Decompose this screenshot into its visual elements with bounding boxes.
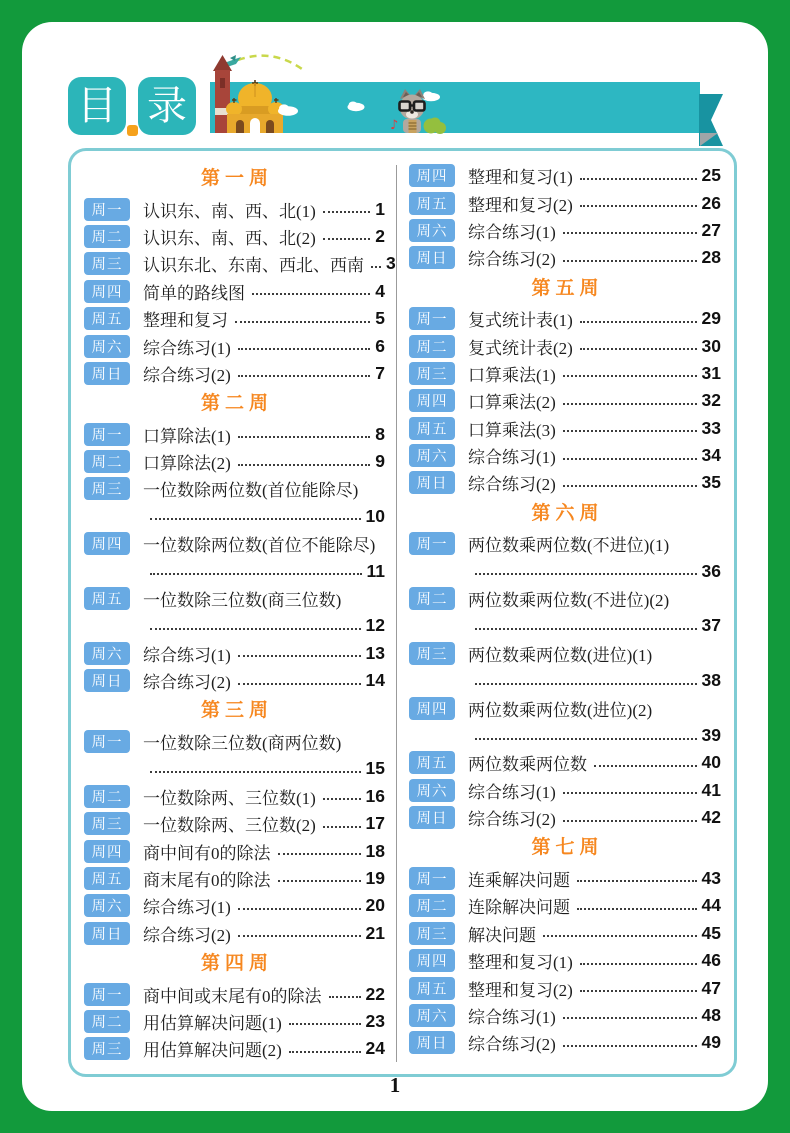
toc-entry-row-continuation [409, 557, 721, 584]
entry-title: 两位数乘两位数(不进位)(2) [468, 591, 670, 611]
weekday-badge: 周一 [84, 423, 130, 446]
toc-entry-row [409, 217, 721, 244]
dot-leader [563, 1017, 697, 1019]
dot-leader [563, 458, 697, 460]
toc-entry-row [84, 892, 385, 919]
entry-page-number: 12 [365, 615, 385, 636]
entry-title: 解决问题 [468, 925, 536, 945]
entry-page-number: 3 [386, 253, 396, 274]
toc-entry-row [84, 332, 385, 359]
entry-page-number: 8 [375, 423, 385, 444]
weekday-badge: 周一 [409, 307, 455, 330]
weekday-badge: 周四 [84, 840, 130, 863]
weekday-badge: 周一 [84, 983, 130, 1006]
week-heading: 第七周 [531, 837, 604, 859]
toc-entry-row [409, 947, 721, 974]
dot-leader [543, 935, 697, 937]
entry-title: 一位数除两位数(首位能除尽) [143, 481, 359, 501]
entry-title: 综合练习(1) [468, 1007, 556, 1027]
dot-leader [238, 348, 370, 350]
toc-entry-row [409, 974, 721, 1001]
dot-leader [563, 792, 697, 794]
weekday-badge: 周四 [84, 532, 130, 555]
entry-page-number: 11 [366, 560, 385, 581]
dot-leader [278, 880, 361, 882]
entry-title: 综合练习(2) [143, 365, 231, 385]
entry-page-number: 21 [365, 922, 385, 943]
entry-page-number: 42 [701, 807, 721, 828]
weekday-badge: 周五 [409, 977, 455, 1000]
entry-page-number: 17 [365, 813, 385, 834]
toc-entry-row [84, 865, 385, 892]
toc-entry-row [84, 448, 385, 475]
entry-page-number: 35 [701, 472, 721, 493]
dot-leader [238, 683, 361, 685]
entry-title: 口算乘法(2) [468, 393, 556, 413]
weekday-badge: 周二 [84, 450, 130, 473]
entry-title: 复式统计表(2) [468, 338, 573, 358]
logo-dot [127, 125, 138, 136]
weekday-badge: 周六 [84, 642, 130, 665]
toc-entry-row [84, 585, 385, 612]
entry-title: 整理和复习 [143, 311, 228, 331]
dot-leader [150, 628, 361, 630]
weekday-badge: 周二 [84, 1010, 130, 1033]
dot-leader [563, 485, 697, 487]
toc-entry-row [409, 469, 721, 496]
entry-title: 两位数乘两位数(进位)(1) [468, 645, 653, 665]
entry-page-number: 36 [701, 560, 721, 581]
entry-page-number: 37 [701, 615, 721, 636]
week-heading: 第五周 [531, 277, 604, 299]
weekday-badge: 周日 [84, 922, 130, 945]
weekday-badge: 周四 [84, 280, 130, 303]
weekday-badge: 周六 [409, 219, 455, 242]
entry-page-number: 22 [365, 983, 385, 1004]
entry-page-number: 2 [375, 225, 385, 246]
weekday-badge: 周四 [409, 697, 455, 720]
dot-leader [580, 348, 697, 350]
entry-title: 认识东、南、西、北(1) [143, 201, 316, 221]
weekday-badge: 周六 [409, 444, 455, 467]
entry-title: 一位数除三位数(商三位数) [143, 591, 342, 611]
dot-leader [238, 655, 361, 657]
dot-leader [577, 908, 697, 910]
entry-title: 综合练习(2) [468, 1035, 556, 1055]
toc-entry-row-continuation [409, 667, 721, 694]
weekday-badge: 周四 [409, 164, 455, 187]
toc-entry-row [409, 920, 721, 947]
entry-title: 综合练习(2) [143, 925, 231, 945]
weekday-badge: 周一 [84, 198, 130, 221]
entry-title: 两位数乘两位数(不进位)(1) [468, 536, 670, 556]
dot-leader [580, 963, 697, 965]
entry-title: 口算乘法(3) [468, 420, 556, 440]
entry-page-number: 28 [701, 247, 721, 268]
dot-leader [577, 880, 697, 882]
entry-page-number: 33 [701, 417, 721, 438]
weekday-badge: 周三 [84, 252, 130, 275]
toc-entry-row [84, 810, 385, 837]
entry-page-number: 40 [701, 752, 721, 773]
entry-page-number: 49 [701, 1032, 721, 1053]
entry-title: 商中间或末尾有0的除法 [143, 986, 322, 1006]
toc-entry-row [409, 694, 721, 721]
logo-char-lu: 录 [138, 77, 196, 135]
entry-page-number: 32 [701, 390, 721, 411]
entry-title: 复式统计表(1) [468, 311, 573, 331]
week-heading: 第四周 [200, 952, 273, 974]
entry-title: 一位数除两、三位数(2) [143, 816, 316, 836]
toc-entry-row [84, 530, 385, 557]
toc-entry-row [84, 837, 385, 864]
weekday-badge: 周五 [84, 867, 130, 890]
entry-title: 整理和复习(2) [468, 195, 573, 215]
dot-leader [563, 403, 697, 405]
toc-entry-row [84, 360, 385, 387]
page-number: 1 [389, 1073, 401, 1097]
entry-page-number: 29 [701, 308, 721, 329]
toc-entry-row [409, 305, 721, 332]
toc-entry-row [409, 640, 721, 667]
svg-text:♪: ♪ [390, 118, 399, 133]
toc-entry-row [409, 804, 721, 831]
entry-page-number: 45 [701, 922, 721, 943]
entry-title: 用估算解决问题(1) [143, 1013, 282, 1033]
dot-leader [329, 996, 361, 998]
dot-leader [594, 765, 697, 767]
toc-entry-row [409, 162, 721, 189]
dot-leader [580, 178, 697, 180]
dot-leader [323, 826, 361, 828]
dot-leader [580, 205, 697, 207]
entry-title: 一位数除两、三位数(1) [143, 788, 316, 808]
weekday-badge: 周三 [409, 362, 455, 385]
weekday-badge: 周日 [409, 806, 455, 829]
entry-page-number: 27 [701, 219, 721, 240]
entry-page-number: 15 [365, 758, 385, 779]
entry-title: 综合练习(1) [143, 898, 231, 918]
entry-title: 综合练习(1) [143, 645, 231, 665]
toc-entry-row [84, 475, 385, 502]
column-divider [396, 165, 397, 1062]
entry-page-number: 48 [701, 1004, 721, 1025]
week-heading: 第三周 [200, 700, 273, 722]
entry-page-number: 20 [365, 895, 385, 916]
toc-entry-row [409, 865, 721, 892]
toc-entry-row-continuation [409, 612, 721, 639]
dot-leader [475, 738, 697, 740]
toc-entry-row [84, 1008, 385, 1035]
weekday-badge: 周四 [409, 389, 455, 412]
entry-title: 一位数除两位数(首位不能除尽) [143, 536, 376, 556]
weekday-badge: 周五 [84, 587, 130, 610]
weekday-badge: 周三 [409, 922, 455, 945]
toc-entry-row [84, 195, 385, 222]
dot-leader [563, 430, 697, 432]
entry-title: 综合练习(2) [468, 475, 556, 495]
entry-page-number: 19 [365, 867, 385, 888]
dot-leader [475, 628, 697, 630]
dot-leader [252, 293, 370, 295]
dot-leader [371, 266, 381, 268]
weekday-badge: 周日 [409, 246, 455, 269]
entry-title: 一位数除三位数(商两位数) [143, 734, 342, 753]
entry-title: 两位数乘两位数 [468, 755, 587, 775]
weekday-badge: 周二 [409, 894, 455, 917]
entry-page-number: 31 [701, 362, 721, 383]
weekday-badge: 周三 [84, 812, 130, 835]
entry-title: 整理和复习(2) [468, 980, 573, 1000]
weekday-badge: 周一 [409, 867, 455, 890]
entry-title: 简单的路线图 [143, 283, 245, 303]
toc-entry-row-continuation [84, 755, 385, 782]
plane-icon [224, 55, 302, 69]
weekday-badge: 周三 [84, 477, 130, 500]
dot-leader [475, 573, 697, 575]
toc-entry-row [84, 421, 385, 448]
dot-leader [150, 573, 362, 575]
toc-entry-row-continuation [84, 557, 385, 584]
dot-leader [235, 321, 370, 323]
entry-page-number: 6 [375, 335, 385, 356]
weekday-badge: 周日 [84, 669, 130, 692]
dot-leader [238, 375, 370, 377]
entry-page-number: 34 [701, 445, 721, 466]
toc-entry-row [409, 530, 721, 557]
ribbon-tail [699, 94, 723, 146]
entry-title: 综合练习(2) [468, 250, 556, 270]
entry-page-number: 14 [365, 670, 385, 691]
entry-page-number: 1 [375, 198, 385, 219]
dot-leader [238, 935, 361, 937]
entry-title: 综合练习(1) [468, 222, 556, 242]
dot-leader [323, 238, 370, 240]
dot-leader [580, 321, 697, 323]
weekday-badge: 周五 [409, 192, 455, 215]
toc-column-left [71, 151, 396, 1074]
entry-page-number: 13 [365, 642, 385, 663]
dot-leader [563, 1045, 697, 1047]
dot-leader [323, 211, 370, 213]
toc-entry-row [409, 360, 721, 387]
entry-page-number: 39 [701, 725, 721, 745]
entry-title: 认识东北、东南、西北、西南 [143, 256, 364, 276]
dot-leader [563, 375, 697, 377]
toc-panel-inner [71, 151, 734, 1074]
entry-title: 综合练习(1) [468, 782, 556, 802]
toc-entry-row [409, 387, 721, 414]
weekday-badge: 周四 [409, 949, 455, 972]
entry-title: 连除解决问题 [468, 898, 570, 918]
weekday-badge: 周三 [84, 1037, 130, 1060]
weekday-badge: 周六 [409, 779, 455, 802]
weekday-badge: 周五 [409, 751, 455, 774]
entry-page-number: 18 [365, 840, 385, 861]
toc-column-right [396, 151, 734, 1074]
entry-page-number: 5 [375, 308, 385, 329]
entry-title: 整理和复习(1) [468, 953, 573, 973]
weekday-badge: 周二 [409, 335, 455, 358]
entry-page-number: 9 [375, 451, 385, 472]
page [22, 22, 768, 1111]
weekday-badge: 周日 [409, 1031, 455, 1054]
entry-title: 商末尾有0的除法 [143, 870, 271, 890]
entry-title: 认识东、南、西、北(2) [143, 228, 316, 248]
toc-entry-row-continuation [409, 722, 721, 749]
dot-leader [580, 990, 697, 992]
week-heading: 第二周 [200, 393, 273, 415]
toc-entry-row [409, 415, 721, 442]
entry-page-number: 25 [701, 165, 721, 186]
dot-leader [150, 518, 361, 520]
dot-leader [289, 1051, 361, 1053]
toc-entry-row-continuation [84, 503, 385, 530]
toc-entry-row [84, 1035, 385, 1062]
toc-entry-row [84, 223, 385, 250]
weekday-badge: 周日 [409, 471, 455, 494]
week-heading: 第一周 [200, 168, 273, 189]
weekday-badge: 周六 [409, 1004, 455, 1027]
dot-leader [563, 232, 697, 234]
entry-page-number: 43 [701, 867, 721, 888]
logo-char-mu: 目 [68, 77, 126, 135]
entry-page-number: 44 [701, 895, 721, 916]
toc-entry-row [84, 640, 385, 667]
entry-page-number: 26 [701, 192, 721, 213]
toc-entry-row [409, 585, 721, 612]
weekday-badge: 周六 [84, 894, 130, 917]
entry-title: 商中间有0的除法 [143, 843, 271, 863]
toc-entry-row-continuation [84, 612, 385, 639]
toc-entry-row [409, 892, 721, 919]
entry-title: 综合练习(2) [143, 673, 231, 693]
week-heading: 第六周 [531, 502, 604, 524]
dot-leader [238, 436, 370, 438]
entry-page-number: 24 [365, 1038, 385, 1059]
toc-entry-row [409, 1002, 721, 1029]
toc-entry-row [409, 244, 721, 271]
entry-title: 综合练习(2) [468, 810, 556, 830]
entry-page-number: 41 [701, 779, 721, 800]
entry-title: 综合练习(1) [468, 448, 556, 468]
entry-title: 两位数乘两位数(进位)(2) [468, 700, 653, 720]
dot-leader [563, 820, 697, 822]
dot-leader [323, 798, 361, 800]
dot-leader [278, 853, 361, 855]
dot-leader [150, 771, 361, 773]
entry-title: 综合练习(1) [143, 338, 231, 358]
dot-leader [238, 464, 370, 466]
dot-leader [289, 1023, 361, 1025]
weekday-badge: 周六 [84, 335, 130, 358]
weekday-badge: 周日 [84, 362, 130, 385]
toc-entry-row [409, 442, 721, 469]
toc-entry-row [84, 728, 385, 755]
entry-page-number: 30 [701, 335, 721, 356]
entry-title: 整理和复习(1) [468, 168, 573, 188]
toc-entry-row [409, 189, 721, 216]
toc-entry-row [84, 250, 396, 277]
entry-page-number: 38 [701, 670, 721, 691]
entry-title: 口算除法(1) [143, 426, 231, 446]
entry-title: 口算除法(2) [143, 454, 231, 474]
dot-leader [475, 683, 697, 685]
toc-entry-row [84, 305, 385, 332]
entry-page-number: 46 [701, 950, 721, 971]
toc-entry-row [84, 980, 385, 1007]
dot-leader [238, 908, 361, 910]
weekday-badge: 周二 [409, 587, 455, 610]
toc-entry-row [409, 777, 721, 804]
toc-entry-row [409, 1029, 721, 1056]
entry-page-number: 16 [365, 785, 385, 806]
toc-entry-row [84, 783, 385, 810]
weekday-badge: 周一 [84, 730, 130, 753]
toc-entry-row [84, 667, 385, 694]
header-banner [210, 82, 700, 133]
entry-page-number: 47 [701, 977, 721, 998]
entry-page-number: 10 [365, 505, 385, 526]
entry-title: 用估算解决问题(2) [143, 1041, 282, 1061]
weekday-badge: 周三 [409, 642, 455, 665]
weekday-badge: 周二 [84, 225, 130, 248]
toc-entry-row [84, 920, 385, 947]
entry-page-number: 23 [365, 1010, 385, 1031]
toc-entry-row [84, 278, 385, 305]
entry-title: 连乘解决问题 [468, 870, 570, 890]
weekday-badge: 周五 [84, 307, 130, 330]
weekday-badge: 周五 [409, 417, 455, 440]
entry-title: 口算乘法(1) [468, 365, 556, 385]
toc-entry-row [409, 749, 721, 776]
entry-page-number: 7 [375, 362, 385, 383]
weekday-badge: 周二 [84, 785, 130, 808]
weekday-badge: 周一 [409, 532, 455, 555]
toc-panel [68, 148, 737, 1077]
entry-page-number: 4 [375, 280, 385, 301]
dot-leader [563, 260, 697, 262]
toc-entry-row [409, 332, 721, 359]
